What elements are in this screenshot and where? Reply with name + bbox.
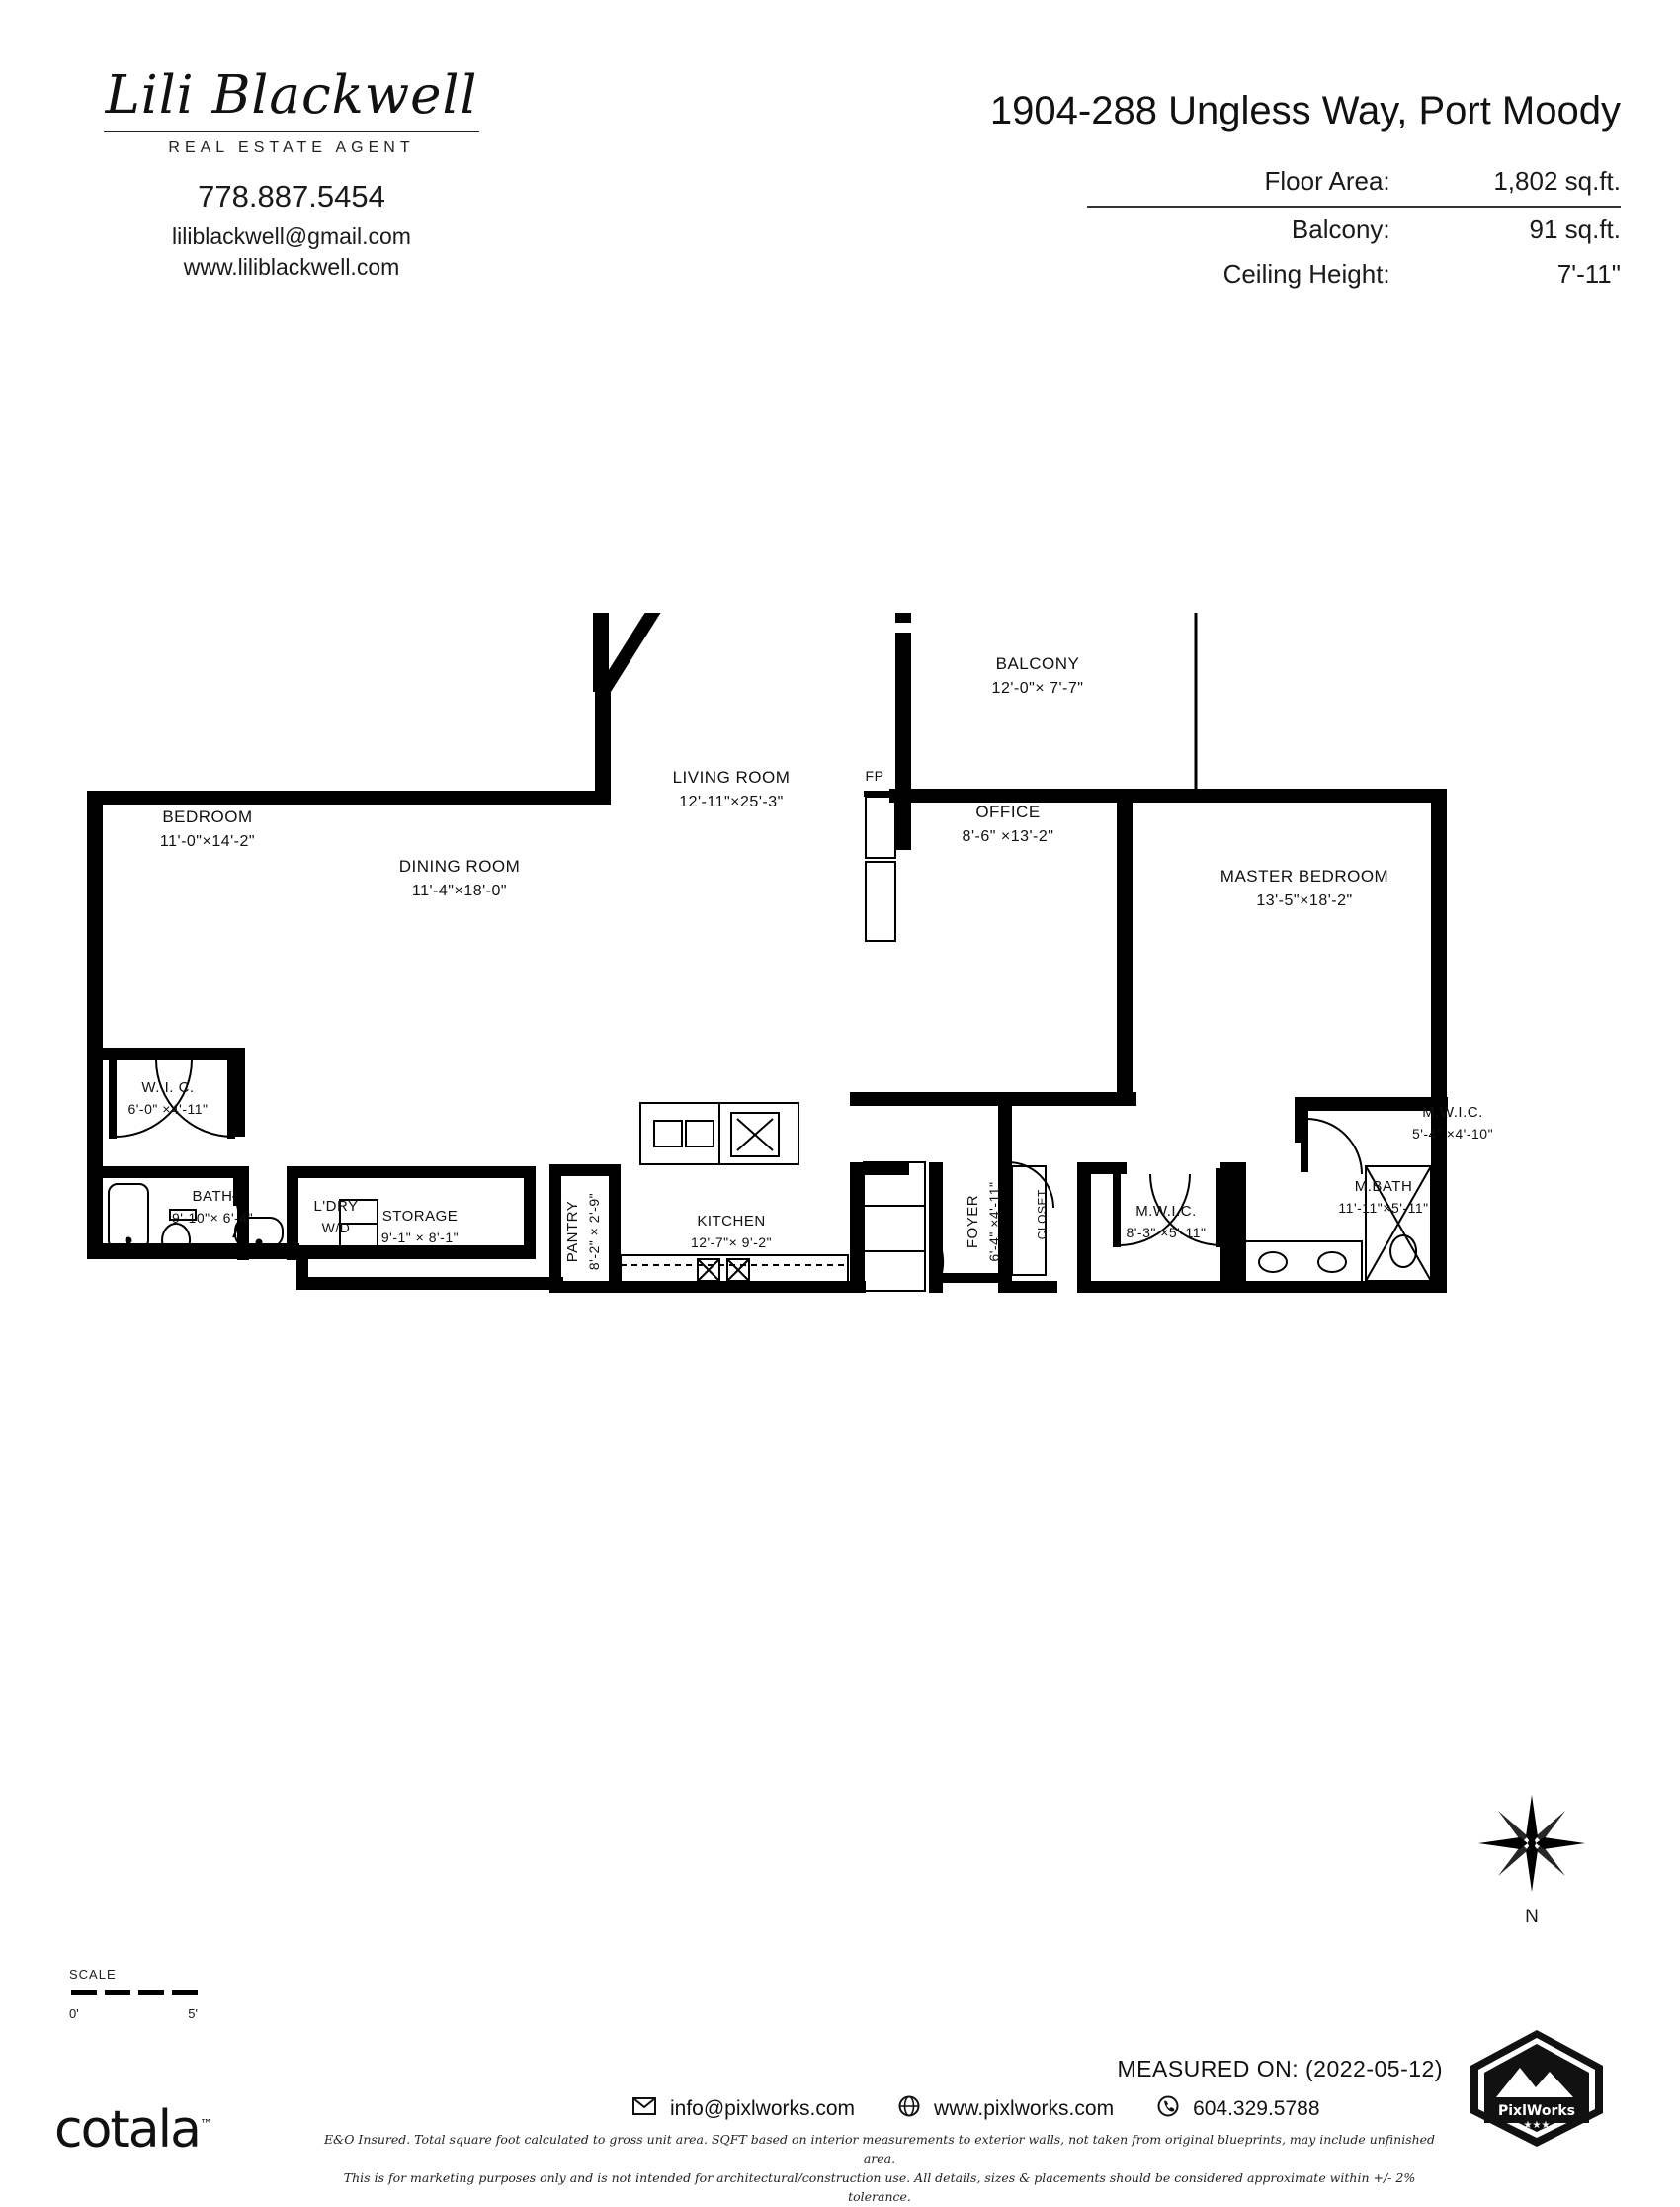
pixlworks-logo [1463,2026,1611,2150]
room-label-wic: W. I. C. 6'-0" ×4'-11" [127,1079,209,1117]
spec-label-balcony: Balcony: [1291,214,1390,244]
footer-email[interactable]: info@pixlworks.com [670,2097,856,2120]
spec-row-balcony [1087,207,1621,252]
spec-label-ceiling-height: Ceiling Height: [1222,259,1390,289]
spec-value-balcony: 91 sq.ft. [1529,214,1621,244]
room-label-living-room: LIVING ROOM 12'-11"×25'-3" [672,768,791,810]
spec-row-floor-area [1087,159,1621,207]
phone-icon [1157,2095,1179,2123]
svg-text:★★★: ★★★ [1523,2120,1551,2131]
room-label-foyer: FOYER 6'-4" ×4'-11" [964,1181,1002,1262]
agent-name: Lili Blackwell [105,65,478,126]
svg-text:PixlWorks: PixlWorks [1498,2103,1575,2119]
pixlworks-logo-icon [1463,2026,1611,2150]
scale-start: 0' [69,2006,79,2021]
spec-value-ceiling-height: 7'-11" [1556,259,1621,289]
room-label-office: OFFICE 8'-6" ×13'-2" [962,803,1054,845]
floorplan-svg [0,613,1680,1502]
scale-end: 5' [188,2006,198,2021]
footer-website[interactable]: www.pixlworks.com [934,2097,1115,2120]
spec-table [1087,159,1621,297]
agent-email: liliblackwell@gmail.com [172,223,411,249]
room-label-bath: BATH 9'-10"× 6'-4" [171,1188,254,1226]
spec-value-floor-area: 1,802 sq.ft. [1390,159,1621,207]
page-title: 1904-288 Ungless Way, Port Moody [989,89,1621,132]
room-label-mbath: M.BATH 11'-11"×5'-11" [1338,1178,1429,1216]
compass-rose [1472,1789,1591,1928]
agent-role: REAL ESTATE AGENT [168,139,415,156]
floorplan [0,613,1680,1502]
room-label-closet: CLOSET [1035,1189,1050,1240]
room-label-balcony: BALCONY 12'-0"× 7'-7" [991,654,1084,697]
listing-header [771,89,1621,297]
room-label-bedroom: BEDROOM 11'-0"×14'-2" [159,807,256,850]
disclaimer-line-2: This is for marketing purposes only and is not intended for architectural/construction use. All details, sizes & placements should be considered approximate within +/- 2% tolerance. [343,2169,1416,2205]
cotala-wordmark: cotala [54,2100,200,2160]
scale-graphic [69,1986,227,2006]
compass-north-label: N [1525,1907,1539,1927]
scale-ticks [69,2006,198,2021]
disclaimer-line-1: E&O Insured. Total square foot calculated to gross unit area. SQFT based on interior measurements to exterior walls, not taken from original blueprints, may include unfinished area. [323,2132,1436,2166]
room-label-kitchen: KITCHEN 12'-7"× 9'-2" [690,1213,773,1250]
measured-on: MEASURED ON: (2022-05-12) [1117,2056,1443,2081]
footer-contact-row [632,2095,1320,2123]
room-label-fireplace: FP [865,768,884,784]
scale-title: SCALE [69,1967,117,1982]
room-label-dining-room: DINING ROOM 11'-4"×18'-0" [398,857,521,899]
compass-icon [1472,1789,1591,1898]
scale-graphic-svg [69,1986,208,2001]
disclaimer [316,2130,1443,2207]
agent-divider [104,131,479,132]
room-label-mwic-upper: M.W.I.C. 5'-4" ×4'-10" [1411,1104,1494,1142]
room-label-mwic-main: M.W.I.C. 8'-3" ×5'-11" [1126,1203,1207,1240]
room-label-laundry: L'DRY W/D [313,1198,359,1235]
globe-icon [898,2095,920,2123]
footer-phone[interactable]: 604.329.5788 [1193,2097,1320,2120]
agent-website: www.liliblackwell.com [183,254,400,281]
scale-bar [69,1967,227,2021]
agent-phone: 778.887.5454 [198,179,385,213]
spec-label-floor-area: Floor Area: [1087,159,1390,207]
room-label-pantry: PANTRY 8'-2" × 2'-9" [563,1192,602,1271]
envelope-icon [632,2097,656,2121]
spec-row-ceiling-height [1087,252,1621,297]
cotala-logo: cotala™ [54,2100,212,2160]
room-label-storage: STORAGE 9'-1" × 8'-1" [380,1208,460,1245]
agent-block [59,65,524,283]
room-label-master-bedroom: MASTER BEDROOM 13'-5"×18'-2" [1219,867,1389,909]
